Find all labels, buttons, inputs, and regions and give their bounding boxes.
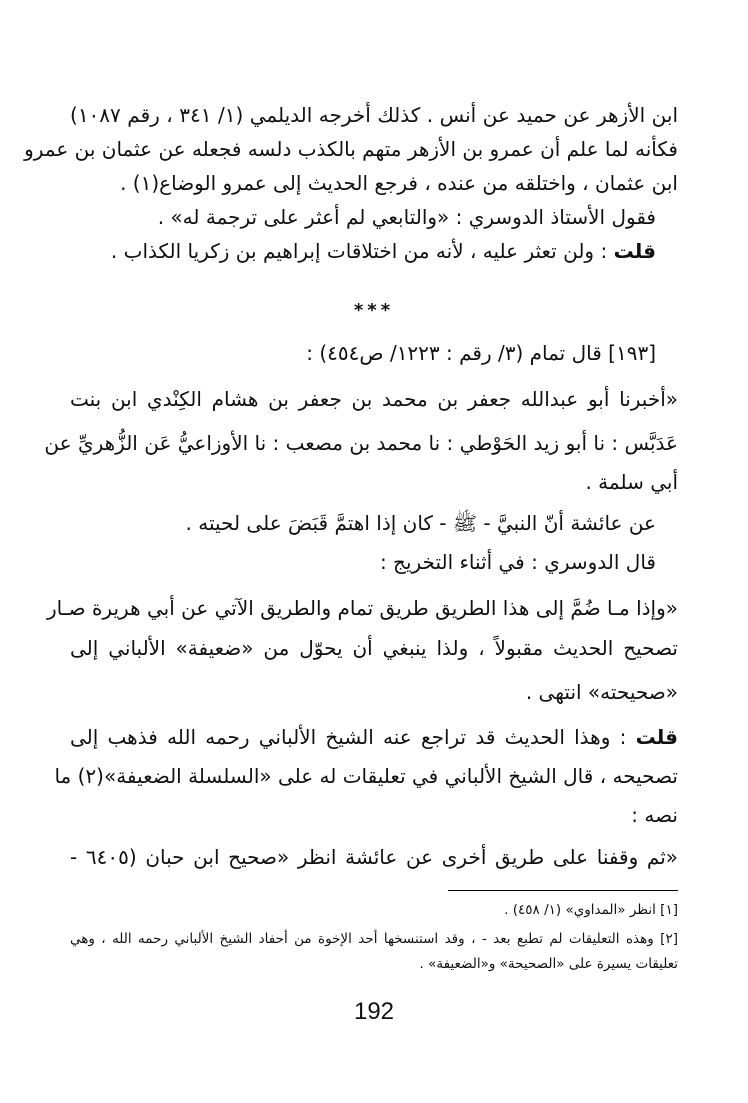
footnote-1: [١] انظر «المداوي» (١/ ٤٥٨) . [504,902,678,918]
footnote-2: [٢] وهذه التعليقات لم تطبع بعد - ، وقد استنسخها أحد الإخوة من أحفاد الشيخ الألباني رحمه الله ، وهي [70,931,678,947]
text-line-11: قال الدوسري : في أثناء التخريج : [379,550,656,574]
text-line-16: تصحيحه ، قال الشيخ الألباني في تعليقات له على «السلسلة الضعيفة»(٢) ما [54,764,678,788]
footnote-divider [448,890,678,891]
text-line-13: تصحيح الحديث مقبولاً ، ولذا ينبغي أن يحوّل من «ضعيفة» الألباني إلى [70,636,678,660]
text-line-14: «صحيحته» انتهى . [525,680,678,704]
text-line-6: [١٩٣] قال تمام (٣/ رقم : ١٢٢٣/ ص٤٥٤) : [306,341,656,365]
text-line-17: نصه : [631,803,678,827]
text-line-18: «ثم وقفنا على طريق أخرى عن عائشة انظر «صحيح ابن حبان (٦٤٠٥ - [70,845,679,869]
text-line-4: فقول الأستاذ الدوسري : «والتابعي لم أعثر على ترجمة له» . [157,205,656,229]
qultu-text-body: ولن تعثر عليه ، لأنه من اختلاقات إبراهيم بن زكريا الكذاب . [110,239,595,263]
footnote-2-continued: تعليقات يسيرة على «الصحيحة» و«الضعيفة» . [419,956,678,972]
text-line-9: أبي سلمة . [585,470,678,494]
text-line-10: عن عائشة أنّ النبيَّ - ﷺ - كان إذا اهتمَّ قَبَضَ على لحيته . [185,511,656,535]
text-line-2: فكأنه لما علم أن عمرو بن الأزهر متهم بالكذب دلسه فجعله عن عثمان بن عمرو [24,137,678,161]
qultu-text-2-body: وهذا الحديث قد تراجع عنه الشيخ الألباني رحمه الله فذهب إلى [70,725,611,749]
text-line-1: ابن الأزهر عن حميد عن أنس . كذلك أخرجه الديلمي (١/ ٣٤١ ، رقم ١٠٨٧) [70,103,678,127]
text-line-7: «أخبرنا أبو عبدالله جعفر بن محمد بن جعفر بن هشام الكِنْدي ابن بنت [70,387,678,411]
qultu-label: قلت [613,239,656,263]
text-line-12: «وإذا مـا ضُمَّ إلى هذا الطريق طريق تمام والطريق الآتي عن أبي هريرة صـار [47,596,678,620]
page-number: 192 [353,998,395,1025]
qultu-text: : ولن تعثر عليه ، لأنه من اختلاقات إبراهيم بن زكريا الكذاب . [110,239,608,263]
qultu-label-2: قلت [635,725,678,749]
qultu-text-2: : وهذا الحديث قد تراجع عنه الشيخ الألباني رحمه الله فذهب إلى [70,725,627,749]
section-separator: *** [353,300,395,321]
text-line-15 [70,722,678,752]
text-line-3: ابن عثمان ، واختلقه من عنده ، فرجع الحديث إلى عمرو الوضاع(١) . [120,171,678,195]
text-line-5 [111,236,656,266]
text-line-8: عَدَبَّس : نا أبو زيد الحَوْطي : نا محمد بن مصعب : نا الأوزاعيُّ عَن الزُّهريِّ عن [44,431,678,455]
